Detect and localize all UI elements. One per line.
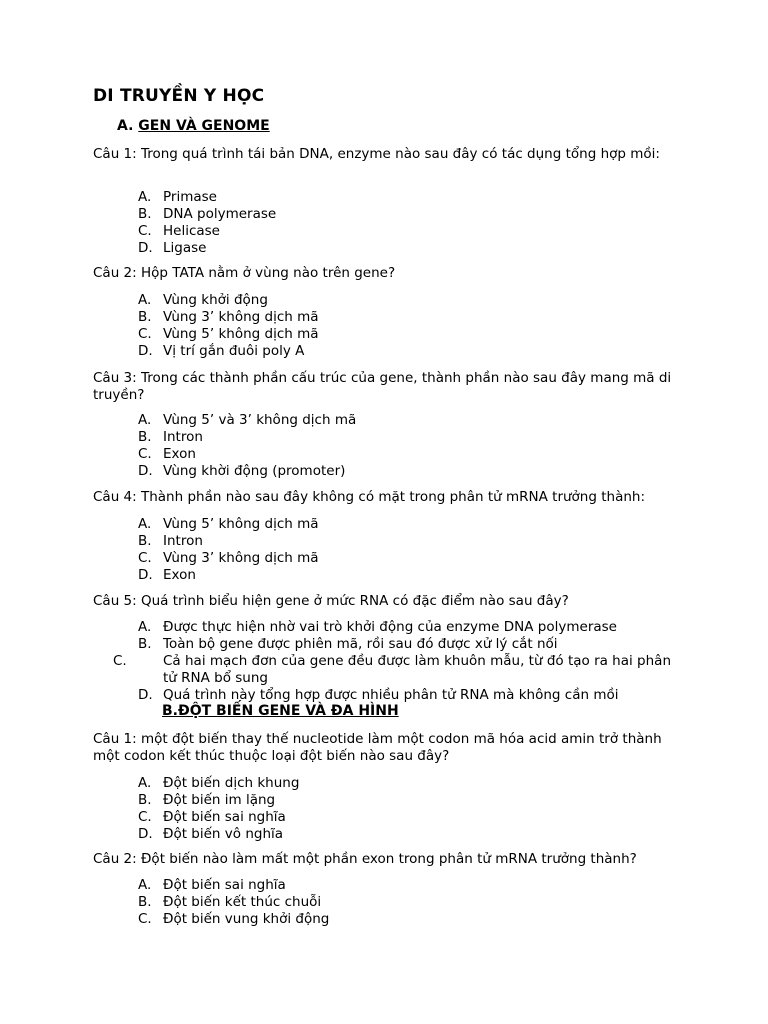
option	[138, 240, 276, 257]
option-text: Đột biến dịch khung	[163, 775, 300, 791]
option-text: Vùng 3’ không dịch mã	[163, 309, 319, 325]
option-letter: D.	[138, 343, 153, 359]
option-text: Vùng khời động (promoter)	[163, 463, 346, 479]
option-text: Primase	[163, 189, 217, 205]
option-text: Ligase	[163, 240, 207, 256]
option	[138, 809, 299, 826]
question-b2: Câu 2: Đột biến nào làm mất một phần exon trong phân tử mRNA trưởng thành?	[93, 851, 637, 867]
question-a3: Câu 3: Trong các thành phần cấu trúc của gene, thành phần nào sau đây mang mã di truyền?	[93, 370, 672, 403]
option-letter: A.	[138, 412, 152, 428]
option-text: Vùng 5’ và 3’ không dịch mã	[163, 412, 357, 428]
option	[113, 653, 683, 687]
option-text: Intron	[163, 429, 203, 445]
option-text: Đột biến vô nghĩa	[163, 826, 284, 842]
option-text: Exon	[163, 567, 196, 583]
options-a2	[138, 292, 319, 360]
option	[138, 463, 356, 480]
option-letter: C.	[138, 223, 152, 239]
option-text: Đột biến im lặng	[163, 792, 276, 808]
option	[138, 206, 276, 223]
option-text: Helicase	[163, 223, 220, 239]
option	[138, 309, 319, 326]
option-letter: A.	[138, 877, 152, 893]
option-letter: D.	[138, 826, 153, 842]
options-a5	[113, 619, 683, 704]
option-letter: B.	[138, 894, 152, 910]
option-text: Vùng 5’ không dịch mã	[163, 516, 319, 532]
option-letter: A.	[138, 292, 152, 308]
question-a4: Câu 4: Thành phần nào sau đây không có mặt trong phân tử mRNA trưởng thành:	[93, 489, 646, 505]
option-text: DNA polymerase	[163, 206, 277, 222]
options-a3	[138, 412, 356, 480]
option-letter: B.	[138, 429, 152, 445]
option-letter: C.	[138, 911, 152, 927]
option	[138, 429, 356, 446]
section-a-heading	[117, 118, 270, 134]
option-text: Vùng 5’ không dịch mã	[163, 326, 319, 342]
option-letter: D.	[138, 687, 153, 703]
option-text: Đột biến vung khởi động	[163, 911, 330, 927]
option	[138, 775, 299, 792]
option	[138, 636, 683, 653]
option-text: Vùng 3’ không dịch mã	[163, 550, 319, 566]
option-letter: A.	[138, 189, 152, 205]
option	[138, 877, 329, 894]
option	[138, 533, 319, 550]
option	[138, 567, 319, 584]
option-letter: B.	[138, 792, 152, 808]
option-letter: A.	[138, 516, 152, 532]
option-text: Vùng khởi động	[163, 292, 268, 308]
question-a1: Câu 1: Trong quá trình tái bản DNA, enzyme nào sau đây có tác dụng tổng hợp mồi:	[93, 146, 660, 162]
options-b1	[138, 775, 299, 843]
option	[138, 292, 319, 309]
option-text: Exon	[163, 446, 196, 462]
option	[138, 223, 276, 240]
option	[138, 326, 319, 343]
option-letter: C.	[138, 809, 152, 825]
question-a5: Câu 5: Quá trình biểu hiện gene ở mức RNA có đặc điểm nào sau đây?	[93, 593, 569, 609]
option	[138, 911, 329, 928]
option-letter: D.	[138, 567, 153, 583]
option-letter: B.	[138, 206, 152, 222]
option	[138, 894, 329, 911]
option	[138, 826, 299, 843]
option	[138, 792, 299, 809]
option	[138, 189, 276, 206]
option-text: Đột biến kết thúc chuỗi	[163, 894, 322, 910]
option	[138, 516, 319, 533]
section-b-heading	[162, 703, 399, 719]
option-letter: B.	[138, 636, 152, 652]
option	[138, 446, 356, 463]
option-letter: C.	[138, 326, 152, 342]
section-b-label: B.ĐỘT BIẾN GENE VÀ ĐA HÌNH	[162, 703, 399, 719]
option-text: Cả hai mạch đơn của gene đều được làm khuôn mẫu, từ đó tạo ra hai phân tử RNA bổ sung	[163, 653, 672, 686]
option	[138, 550, 319, 567]
options-a1	[138, 189, 276, 257]
option-letter: B.	[138, 533, 152, 549]
option-text: Được thực hiện nhờ vai trò khởi động của enzyme DNA polymerase	[163, 619, 617, 635]
options-b2	[138, 877, 329, 928]
question-a2: Câu 2: Hộp TATA nằm ở vùng nào trên gene?	[93, 265, 396, 281]
option-letter: D.	[138, 240, 153, 256]
option	[138, 412, 356, 429]
question-b1: Câu 1: một đột biến thay thế nucleotide làm một codon mã hóa acid amin trở thành một codon kết thúc thuộc loại đột biến nào sau đây?	[93, 731, 662, 764]
option-letter: B.	[138, 309, 152, 325]
option-letter: C.	[138, 550, 152, 566]
option-letter: A.	[138, 775, 152, 791]
option	[138, 343, 319, 360]
option	[138, 619, 683, 636]
document-title: DI TRUYỀN Y HỌC	[93, 86, 265, 106]
option-text: Đột biến sai nghĩa	[163, 809, 286, 825]
option-letter: A.	[138, 619, 152, 635]
option-letter: C.	[138, 446, 152, 462]
option-letter: D.	[138, 463, 153, 479]
option-letter: C.	[113, 653, 127, 669]
section-a-letter: A.	[117, 118, 134, 134]
option-text: Quá trình này tổng hợp được nhiều phân tử RNA mà không cần mồi	[163, 687, 619, 703]
option-text: Intron	[163, 533, 203, 549]
option-text: Đột biến sai nghĩa	[163, 877, 286, 893]
option-text: Vị trí gắn đuôi poly A	[163, 343, 305, 359]
options-a4	[138, 516, 319, 584]
section-a-label: GEN VÀ GENOME	[138, 118, 270, 134]
option-text: Toàn bộ gene được phiên mã, rồi sau đó được xử lý cắt nối	[163, 636, 558, 652]
option	[138, 687, 683, 704]
